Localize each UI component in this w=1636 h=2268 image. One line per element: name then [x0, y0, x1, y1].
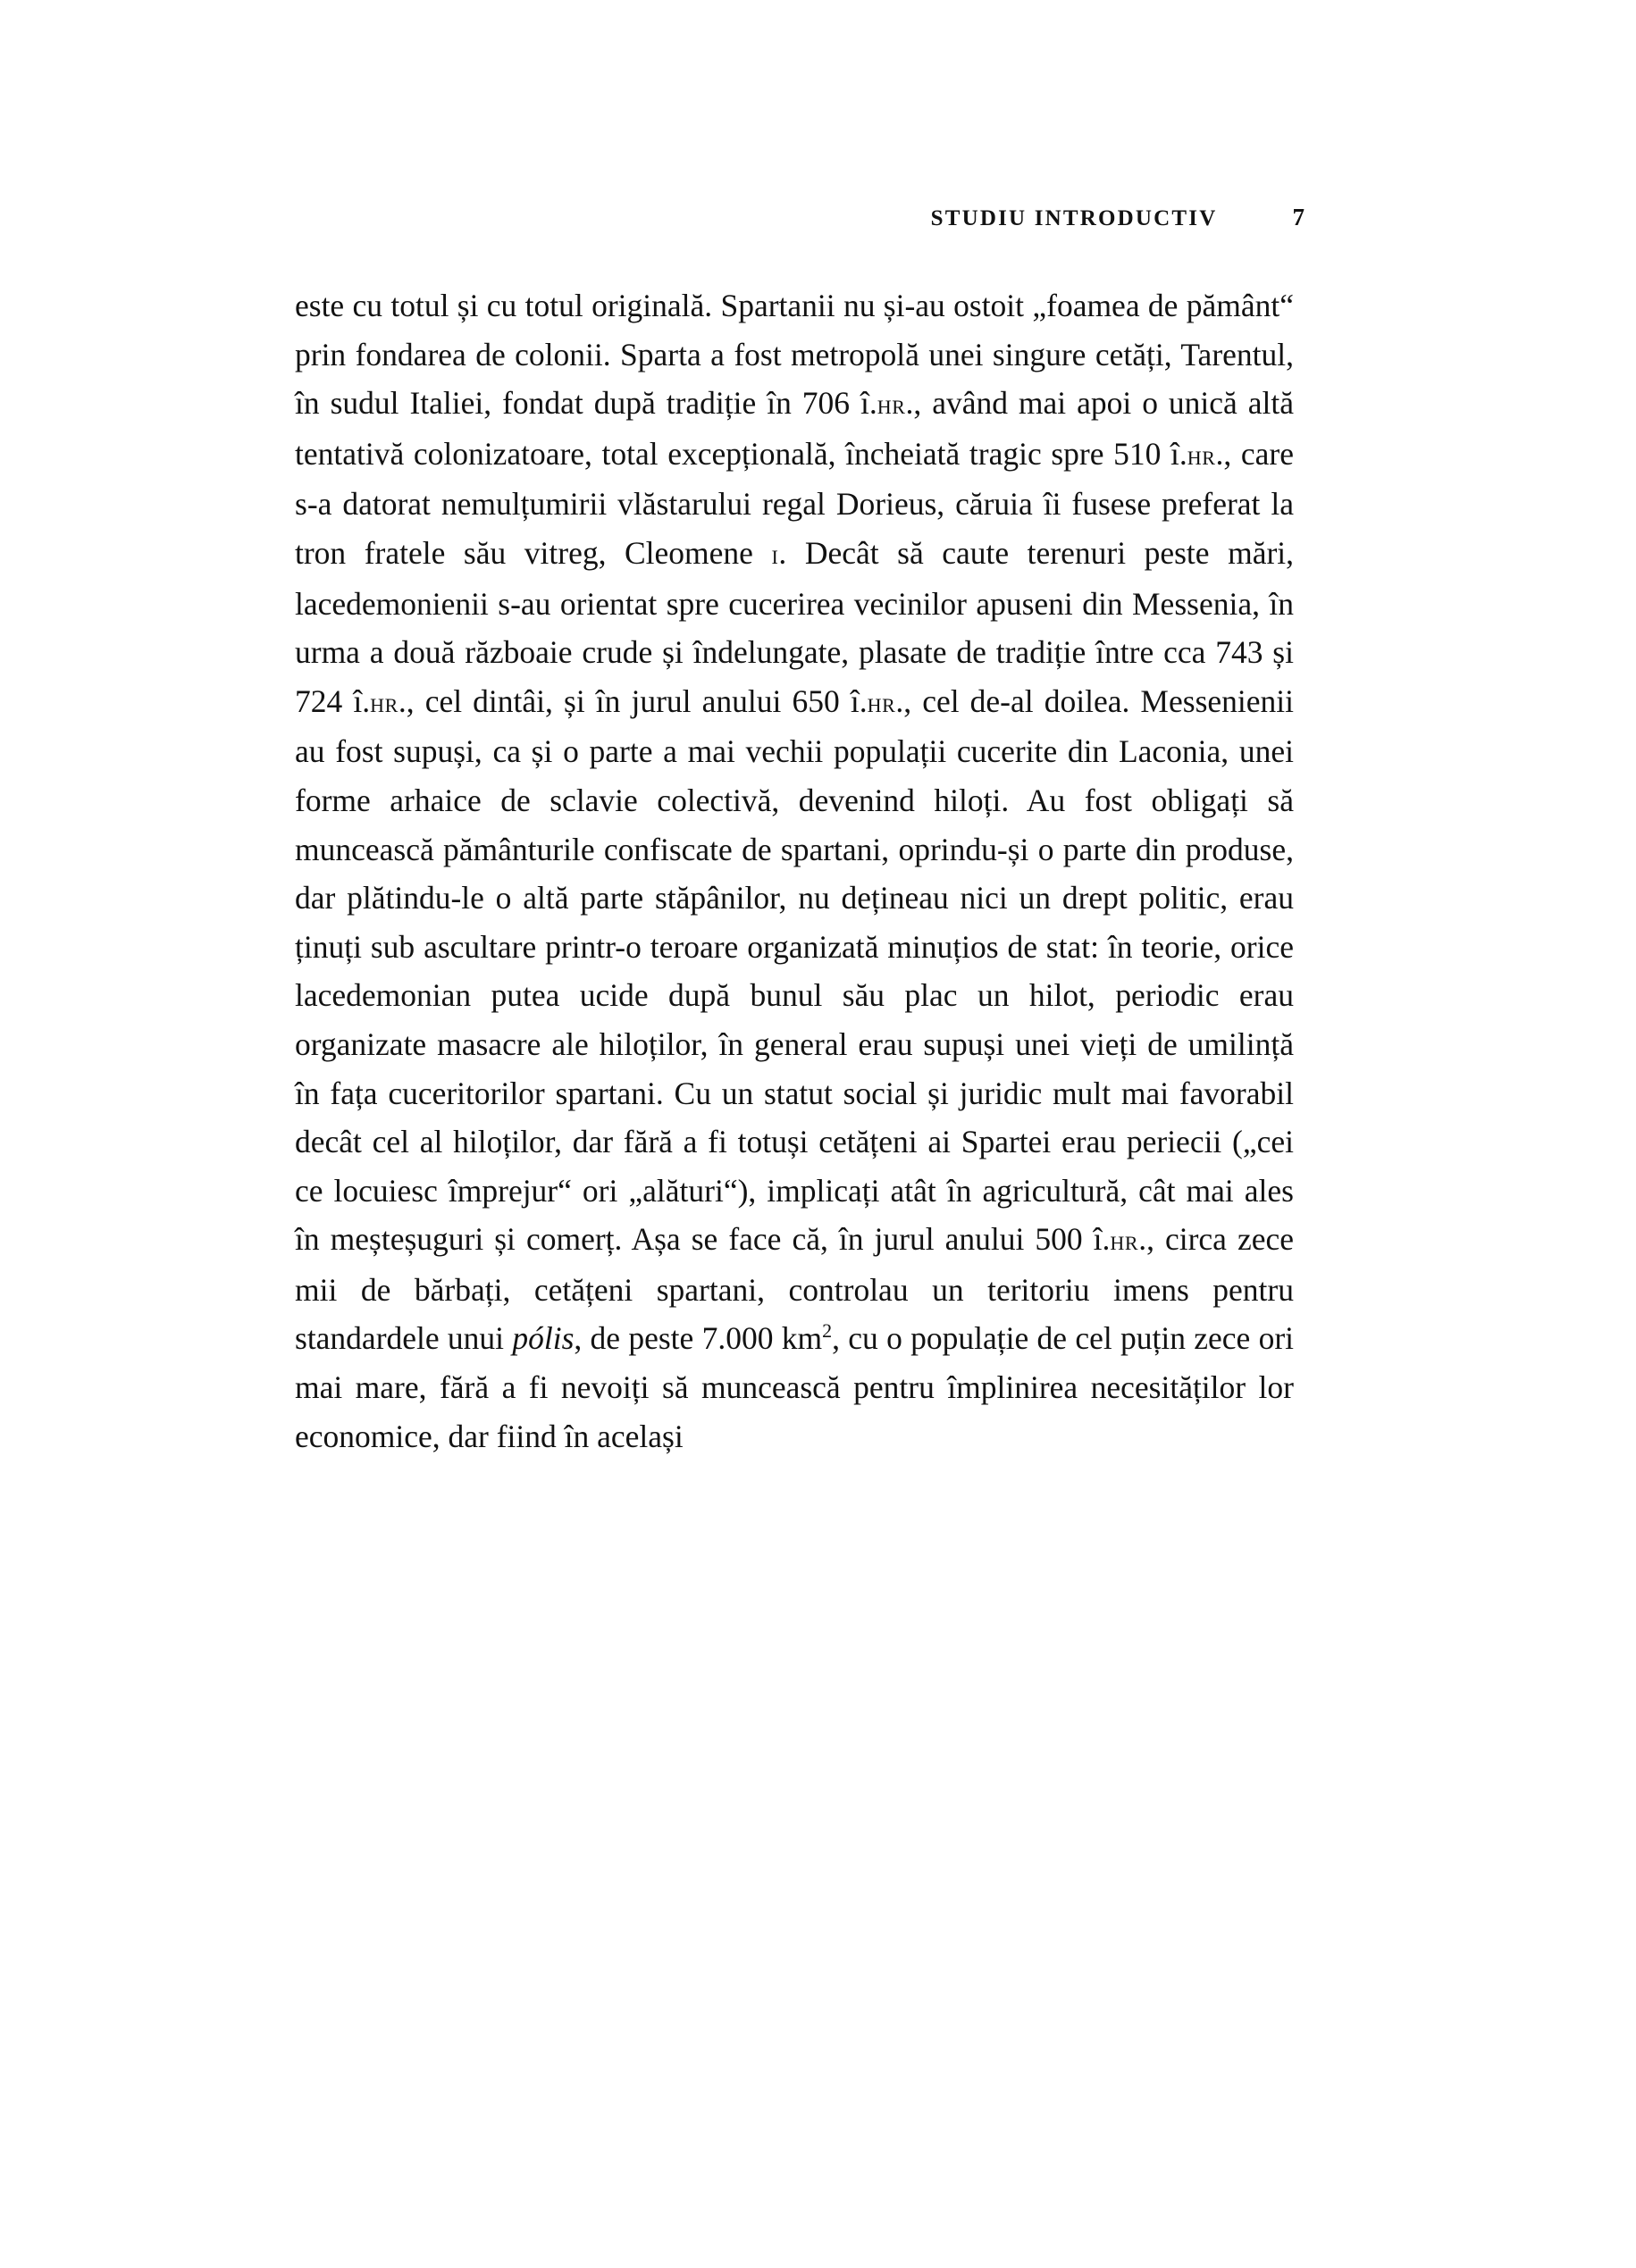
text-segment: ., având mai apoi o unică altă tentativă colonizatoare, total excepțională, încheiată tragic spre 510 î.	[295, 385, 1294, 472]
page-number: 7	[1292, 204, 1305, 230]
superscript-exponent: 2	[822, 1319, 833, 1343]
text-segment: , cu o populație de cel puțin zece ori mai mare, fără a fi nevoiți să muncească pentru împlinirea necesităților lor economice, dar fiind în același	[295, 1320, 1295, 1454]
smallcaps-abbrev: hr	[877, 389, 906, 421]
smallcaps-abbrev: hr	[867, 686, 896, 718]
text-segment: . Decât să caute terenuri peste mări, lacedemonienii s-au orientat spre cucerirea vecinilor apuseni din Messenia, în urma a două războaie crude și îndelungate, plasate de tradiție între cca 743 și 724 î.	[295, 534, 1295, 719]
smallcaps-abbrev: hr	[1187, 439, 1216, 471]
italic-term: pólis	[512, 1320, 575, 1357]
paragraph-body	[295, 281, 1294, 1460]
text-segment: ., cel dintâi, și în jurul anului 650 î.	[398, 682, 868, 719]
text-segment: , de peste 7.000 km	[574, 1320, 823, 1357]
text-segment: ., care s-a datorat nemulțumirii vlăstarului regal Dorieus, căruia îi fusese preferat la tron fratele său vitreg, Cleomene	[295, 435, 1294, 571]
running-head-title: STUDIU INTRODUCTIV	[930, 206, 1218, 230]
text-segment: ., cel de-al doilea. Messenienii au fost supuși, ca și o parte a mai vechii populații cucerite din Laconia, unei forme arhaice de sclavie colectivă, devenind hiloți. Au fost obligați să muncească pământurile confiscate de spartani, oprindu-și o parte din produse, dar plătindu-le o altă parte stăpânilor, nu dețineau nici un drept politic, erau ținuți sub ascultare printr-o teroare organizată minuțios de stat: în teorie, orice lacedemonian putea ucide după bunul său plac un hilot, periodic erau organizate masacre ale hiloților, în general erau supuși unei vieți de umilință în fața cuceritorilor spartani. Cu un statut social și juridic mult mai favorabil decât cel al hiloților, dar fără a fi totuși cetățeni ai Spartei erau periecii („cei ce locuiesc împrejur“ ori „alături“), implicați atât în agricultură, cât mai ales în meșteșuguri și comerț. Așa se face că, în jurul anului 500 î.	[295, 682, 1294, 1258]
smallcaps-abbrev: hr	[1110, 1225, 1139, 1257]
text-segment: ., circa zece mii de bărbați, cetățeni spartani, controlau un teritoriu imens pentru standardele unui	[295, 1221, 1294, 1357]
body-text-block	[295, 281, 1294, 1460]
text-segment: este cu totul și cu totul originală. Spartanii nu și-au ostoit „foamea de pământ“ prin fondarea de colonii. Sparta a fost metropolă unei singure cetăți, Tarentul, în sudul Italiei, fondat după tradiție în 706 î.	[295, 288, 1294, 422]
smallcaps-abbrev: hr	[370, 686, 399, 718]
running-head	[0, 204, 1305, 231]
smallcaps-numeral: i	[771, 538, 779, 570]
